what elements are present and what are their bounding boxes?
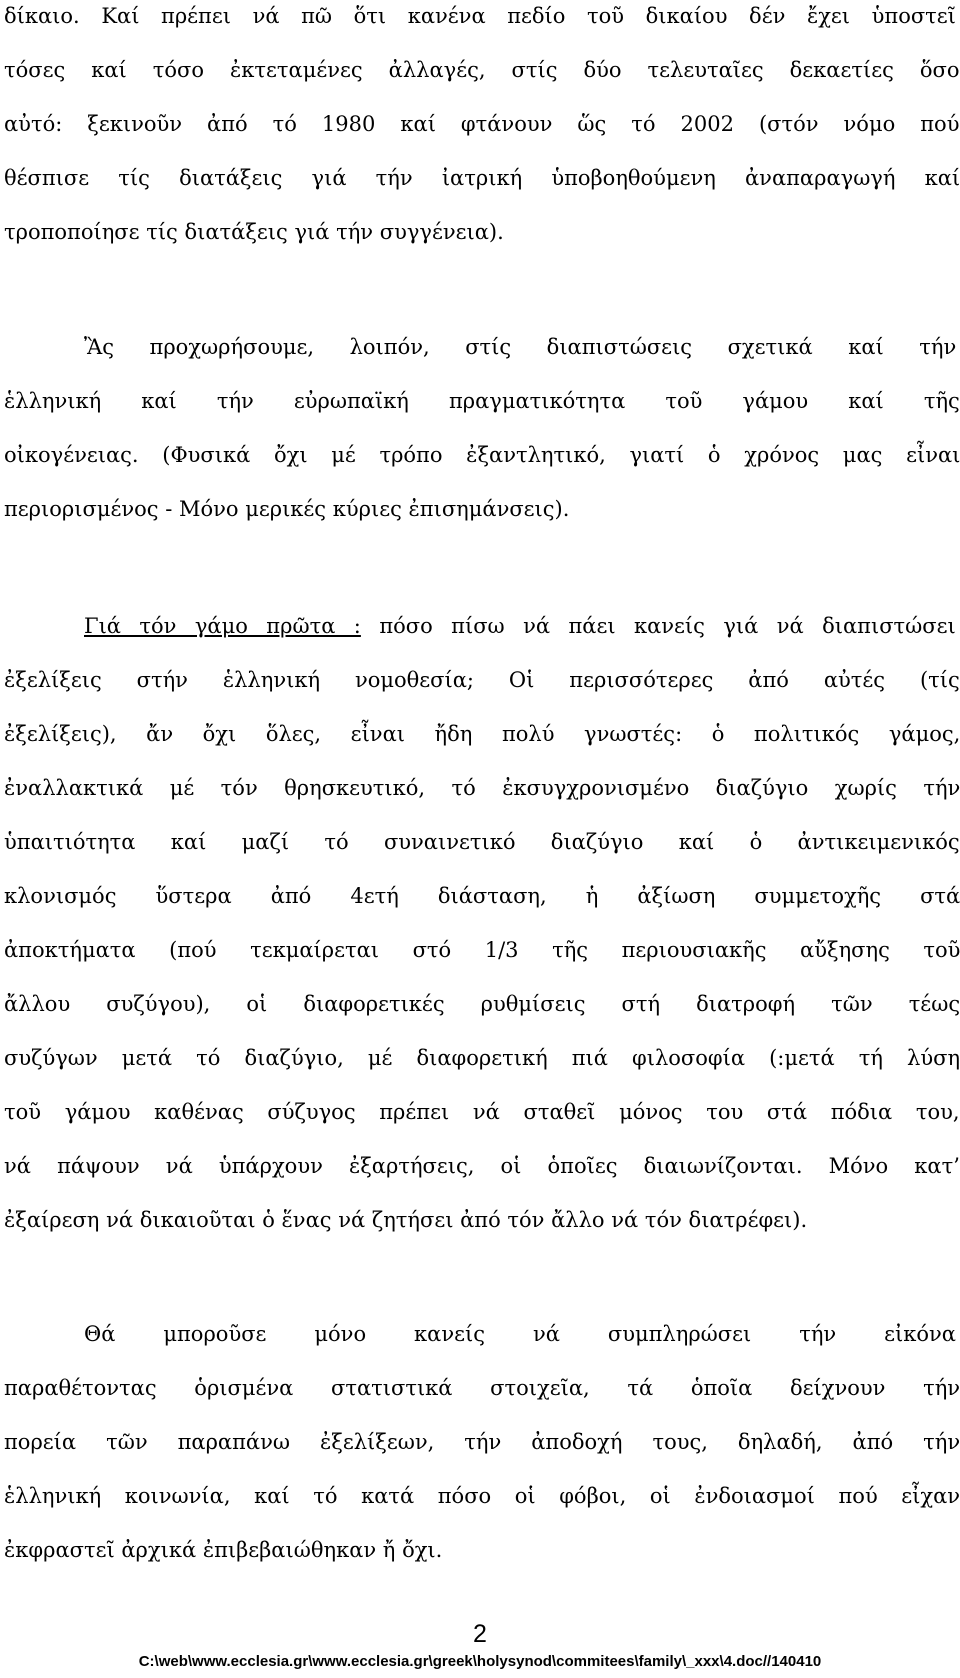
text-line: Θά μποροῦσε μόνο κανείς νά συμπληρώσει τήν εἰκόνα	[84, 1322, 956, 1346]
text-line: κλονισμός ὕστερα ἀπό 4ετή διάσταση, ἡ ἀξίωση συμμετοχῆς στά	[4, 884, 960, 908]
text-line: θέσπισε τίς διατάξεις γιά τήν ἰατρική ὑποβοηθούμενη ἀναπαραγωγή καί	[4, 166, 960, 190]
text-line: αὐτό: ξεκινοῦν ἀπό τό 1980 καί φτάνουν ὥς τό 2002 (στόν νόμο πού	[4, 112, 960, 136]
text-line: οἰκογένειας. (Φυσικά ὄχι μέ τρόπο ἐξαντλητικό, γιατί ὁ χρόνος μας εἶναι	[4, 443, 960, 467]
text-line: πορεία τῶν παραπάνω ἐξελίξεων, τήν ἀποδοχή τους, δηλαδή, ἀπό τήν	[4, 1430, 960, 1454]
section-heading: Γιά τόν γάμο πρῶτα :	[84, 614, 361, 638]
text-line: τροποποίησε τίς διατάξεις γιά τήν συγγένεια).	[4, 220, 504, 244]
text-line: ὑπαιτιότητα καί μαζί τό συναινετικό διαζύγιο καί ὁ ἀντικειμενικός	[4, 830, 960, 854]
text-line	[84, 612, 956, 640]
text-line: ἐκφραστεῖ ἀρχικά ἐπιβεβαιώθηκαν ἤ ὄχι.	[4, 1538, 443, 1562]
text-line: συζύγων μετά τό διαζύγιο, μέ διαφορετική πιά φιλοσοφία (:μετά τή λύση	[4, 1046, 960, 1070]
text-line: ἐναλλακτικά μέ τόν θρησκευτικό, τό ἐκσυγχρονισμένο διαζύγιο χωρίς τήν	[4, 776, 960, 800]
text-line: περιορισμένος - Μόνο μερικές κύριες ἐπισημάνσεις).	[4, 497, 570, 521]
text-line: νά πάψουν νά ὑπάρχουν ἐξαρτήσεις, οἱ ὁποῖες διαιωνίζονται. Μόνο κατ’	[4, 1154, 960, 1178]
text-line: ἑλληνική κοινωνία, καί τό κατά πόσο οἱ φόβοι, οἱ ἐνδοιασμοί πού εἶχαν	[4, 1484, 960, 1508]
text-line: Ἂς προχωρήσουμε, λοιπόν, στίς διαπιστώσεις σχετικά καί τήν	[84, 335, 957, 359]
text-line: ἐξαίρεση νά δικαιοῦται ὁ ἕνας νά ζητήσει ἀπό τόν ἄλλο νά τόν διατρέφει).	[4, 1208, 808, 1232]
text-span: πόσο πίσω νά πάει κανείς γιά νά διαπιστώσει	[360, 614, 956, 638]
text-line: ἐξελίξεις στήν ἑλληνική νομοθεσία; Οἱ περισσότερες ἀπό αὐτές (τίς	[4, 668, 960, 692]
text-line: τοῦ γάμου καθένας σύζυγος πρέπει νά σταθεῖ μόνος του στά πόδια του,	[4, 1100, 960, 1124]
text-line: ἄλλου συζύγου), οἱ διαφορετικές ρυθμίσεις στή διατροφή τῶν τέως	[4, 992, 960, 1016]
text-line: δίκαιο. Καί πρέπει νά πῶ ὅτι κανένα πεδίο τοῦ δικαίου δέν ἔχει ὑποστεῖ	[4, 4, 956, 28]
text-line: τόσες καί τόσο ἐκτεταμένες ἀλλαγές, στίς δύο τελευταῖες δεκαετίες ὅσο	[4, 58, 960, 82]
page-number: 2	[473, 1620, 487, 1648]
footer-file-path: C:\web\www.ecclesia.gr\www.ecclesia.gr\greek\holysynod\commitees\family\_xxx\4.doc//140410	[138, 1653, 822, 1670]
text-line: παραθέτοντας ὁρισμένα στατιστικά στοιχεῖα, τά ὁποῖα δείχνουν τήν	[4, 1376, 960, 1400]
text-line: ἀποκτήματα (πού τεκμαίρεται στό 1/3 τῆς περιουσιακῆς αὔξησης τοῦ	[4, 938, 960, 962]
text-line: ἐξελίξεις), ἄν ὄχι ὅλες, εἶναι ἤδη πολύ γνωστές: ὁ πολιτικός γάμος,	[4, 722, 960, 746]
text-line: ἑλληνική καί τήν εὐρωπαϊκή πραγματικότητα τοῦ γάμου καί τῆς	[4, 389, 960, 413]
